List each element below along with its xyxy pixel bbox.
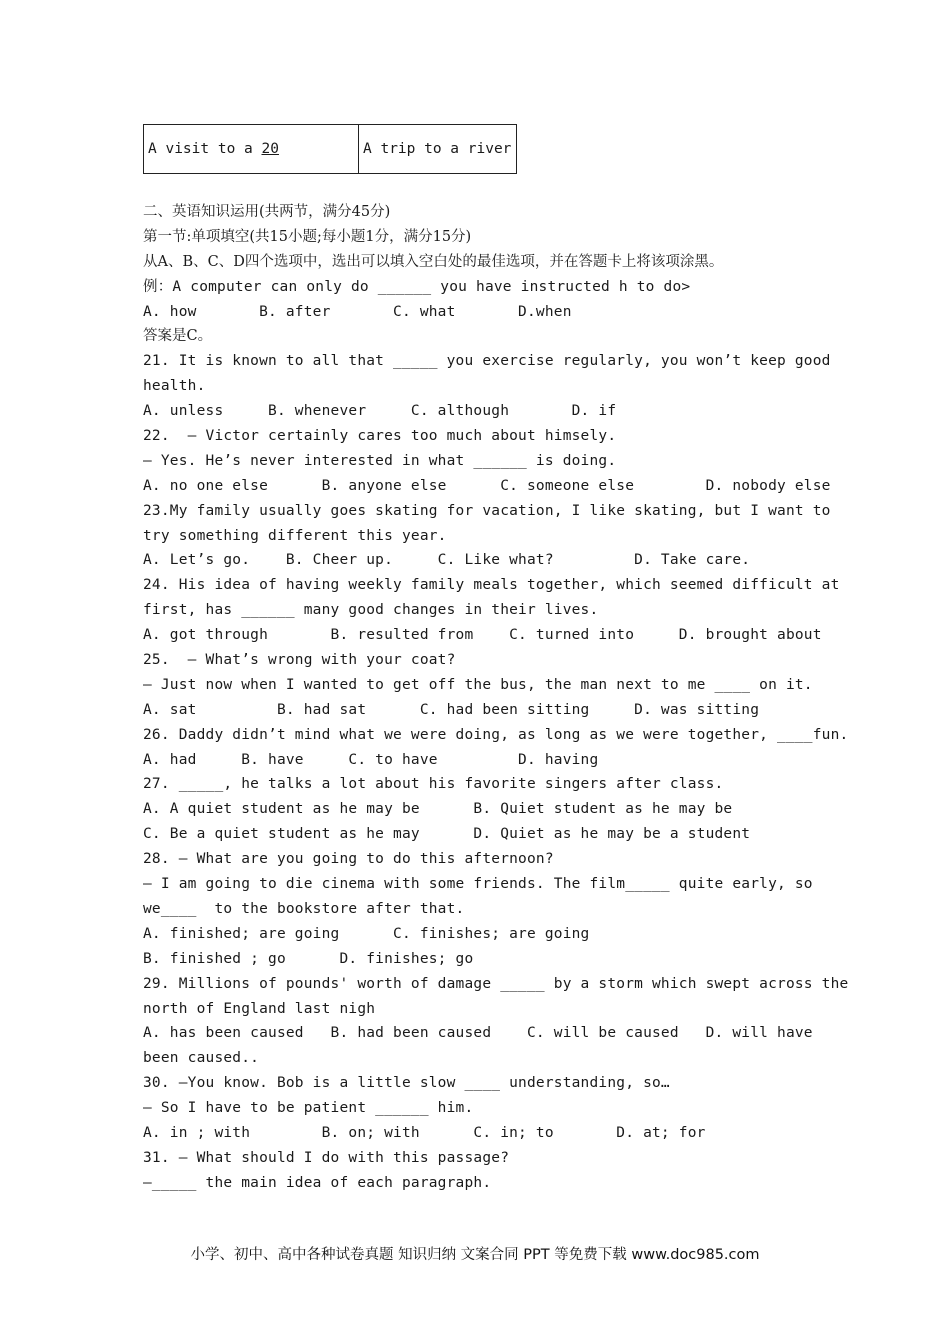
- question-31: 31. — What should I do with this passage?: [143, 1149, 510, 1166]
- options-27-ab: A. A quiet student as he may be B. Quiet student as he may be: [143, 801, 733, 818]
- question-23-cont: try something different this year.: [143, 527, 447, 544]
- question-24-cont: first, has ______ many good changes in their lives.: [143, 602, 599, 619]
- question-26: 26. Daddy didn’t mind what we were doing, as long as we were together, ____fun.: [143, 726, 849, 743]
- question-25-cont: — Just now when I wanted to get off the bus, the man next to me ____ on it.: [143, 676, 813, 693]
- options-30: A. in ; with B. on; with C. in; to D. at; for: [143, 1124, 706, 1141]
- page-footer: 小学、初中、高中各种试卷真题 知识归纳 文案合同 PPT 等免费下载 www.doc985.com: [190, 1247, 760, 1263]
- question-30: 30. —You know. Bob is a little slow ____ understanding, so…: [143, 1075, 670, 1092]
- question-30-cont: — So I have to be patient ______ him.: [143, 1100, 474, 1117]
- options-23: A. Let’s go. B. Cheer up. C. Like what? D. Take care.: [143, 552, 751, 569]
- example-question: 例：A computer can only do ______ you have instructed h to do>: [143, 278, 691, 295]
- example-answer: 答案是C。: [143, 328, 213, 345]
- question-22: 22. — Victor certainly cares too much about himsely.: [143, 428, 617, 445]
- options-26: A. had B. have C. to have D. having: [143, 751, 599, 768]
- question-21-cont: health.: [143, 378, 206, 395]
- options-22: A. no one else B. anyone else C. someone else D. nobody else: [143, 477, 831, 494]
- question-29-cont: north of England last nigh: [143, 1000, 376, 1017]
- question-22-cont: — Yes. He’s never interested in what ______ is doing.: [143, 452, 617, 469]
- example-options: A. how B. after C. what D.when: [143, 303, 572, 320]
- options-21: A. unless B. whenever C. although D. if: [143, 403, 617, 420]
- answer-table: [143, 124, 517, 174]
- question-24: 24. His idea of having weekly family meals together, which seemed difficult at: [143, 577, 840, 594]
- cell-trip-text: A trip to a river: [363, 141, 512, 157]
- subsection-heading: 第一节:单项填空(共15小题;每小题1分，满分15分): [143, 228, 472, 245]
- question-25: 25. — What’s wrong with your coat?: [143, 652, 456, 669]
- exam-content: [143, 200, 849, 1196]
- options-24: A. got through B. resulted from C. turned into D. brought about: [143, 627, 822, 644]
- section-heading: 二、英语知识运用(共两节，满分45分): [143, 204, 391, 220]
- options-28-bd: B. finished ; go D. finishes; go: [143, 950, 474, 967]
- question-28-cont2: we____ to the bookstore after that.: [143, 900, 465, 917]
- options-27-cd: C. Be a quiet student as he may D. Quiet as he may be a student: [143, 826, 751, 843]
- blank-number-20: 20: [261, 141, 279, 157]
- cell-visit-text: A visit to a: [148, 141, 262, 157]
- question-23: 23.My family usually goes skating for vacation, I like skating, but I want to: [143, 502, 831, 519]
- question-29: 29. Millions of pounds' worth of damage _____ by a storm which swept across the: [143, 975, 849, 992]
- question-27: 27. _____, he talks a lot about his favorite singers after class.: [143, 776, 724, 793]
- options-25: A. sat B. had sat C. had been sitting D. was sitting: [143, 701, 760, 718]
- question-28: 28. — What are you going to do this afternoon?: [143, 851, 554, 868]
- options-29-cont: been caused..: [143, 1050, 260, 1067]
- question-31-cont: —_____ the main idea of each paragraph.: [143, 1174, 492, 1191]
- question-28-cont: — I am going to die cinema with some friends. The film_____ quite early, so: [143, 876, 813, 893]
- options-28-ac: A. finished; are going C. finishes; are going: [143, 925, 590, 942]
- instructions: 从A、B、C、D四个选项中，选出可以填入空白处的最佳选项，并在答题卡上将该项涂黑。: [143, 253, 724, 270]
- table-cell-trip: [359, 125, 516, 173]
- question-21: 21. It is known to all that _____ you exercise regularly, you won’t keep good: [143, 353, 831, 370]
- options-29: A. has been caused B. had been caused C. will be caused D. will have: [143, 1025, 813, 1042]
- table-cell-visit: [144, 125, 359, 173]
